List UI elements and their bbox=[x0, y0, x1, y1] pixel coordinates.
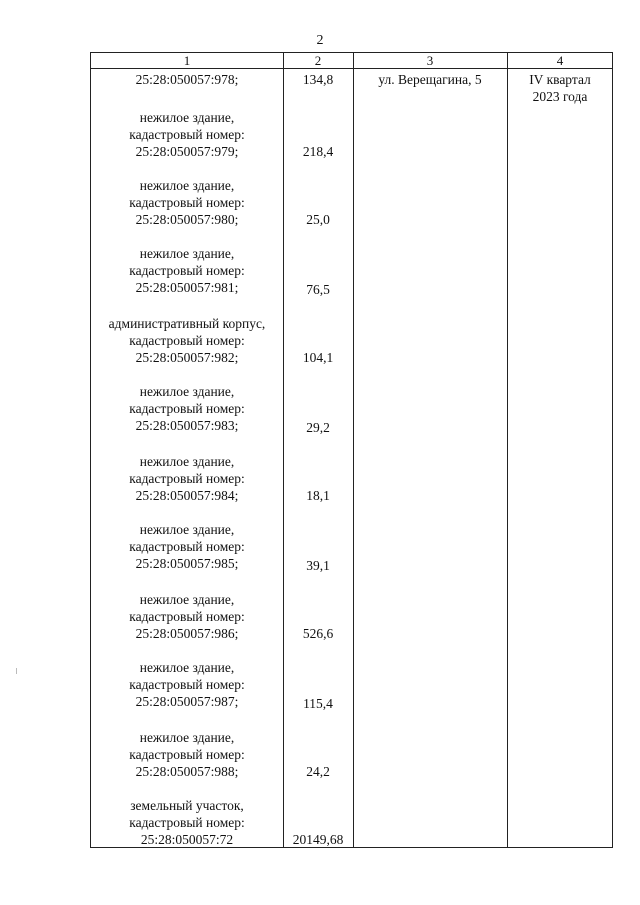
object-description bbox=[91, 71, 283, 88]
cadastral-label: кадастровый номер: bbox=[129, 609, 245, 624]
object-type: нежилое здание, bbox=[139, 178, 235, 193]
object-area: 104,1 bbox=[302, 350, 334, 365]
object-description bbox=[91, 453, 283, 504]
page-number: 2 bbox=[316, 33, 324, 48]
cadastral-label: кадастровый номер: bbox=[129, 747, 245, 762]
column-header-1: 1 bbox=[183, 53, 191, 68]
cadastral-number: 25:28:050057:72 bbox=[140, 832, 234, 847]
object-type: нежилое здание, bbox=[139, 110, 235, 125]
cadastral-label: кадастровый номер: bbox=[129, 539, 245, 554]
column-divider bbox=[353, 53, 354, 847]
object-area: 24,2 bbox=[306, 764, 330, 779]
object-type: нежилое здание, bbox=[139, 660, 235, 675]
cadastral-label: кадастровый номер: bbox=[129, 333, 245, 348]
object-type: нежилое здание, bbox=[139, 730, 235, 745]
column-header-3: 3 bbox=[426, 53, 434, 68]
object-description bbox=[91, 383, 283, 434]
cadastral-number: 25:28:050057:984; bbox=[135, 488, 239, 503]
object-description bbox=[91, 521, 283, 572]
object-description bbox=[91, 659, 283, 710]
object-area: 115,4 bbox=[303, 696, 333, 711]
object-description bbox=[91, 315, 283, 366]
cadastral-number: 25:28:050057:982; bbox=[135, 350, 239, 365]
cadastral-label: кадастровый номер: bbox=[129, 471, 245, 486]
cadastral-number: 25:28:050057:980; bbox=[135, 212, 239, 227]
cadastral-number: 25:28:050057:986; bbox=[135, 626, 239, 641]
object-address: ул. Верещагина, 5 bbox=[378, 72, 482, 87]
object-type: нежилое здание, bbox=[139, 522, 235, 537]
object-type: нежилое здание, bbox=[139, 592, 235, 607]
object-area: 526,6 bbox=[302, 626, 334, 641]
object-area: 39,1 bbox=[306, 558, 330, 573]
object-description bbox=[91, 245, 283, 296]
object-description bbox=[91, 797, 283, 848]
period-quarter: IV квартал bbox=[529, 72, 591, 87]
completion-period bbox=[507, 71, 613, 105]
object-area: 18,1 bbox=[306, 488, 330, 503]
object-type: нежилое здание, bbox=[139, 384, 235, 399]
column-divider bbox=[283, 53, 284, 847]
header-divider bbox=[91, 68, 612, 69]
object-area: 218,4 bbox=[302, 144, 334, 159]
cadastral-label: кадастровый номер: bbox=[129, 127, 245, 142]
cadastral-label: кадастровый номер: bbox=[129, 815, 245, 830]
object-type: административный корпус, bbox=[108, 316, 266, 331]
object-type: нежилое здание, bbox=[139, 454, 235, 469]
cadastral-number: 25:28:050057:981; bbox=[135, 280, 239, 295]
object-area: 134,8 bbox=[302, 72, 334, 87]
object-description bbox=[91, 177, 283, 228]
object-area: 20149,68 bbox=[292, 832, 344, 847]
object-type: земельный участок, bbox=[130, 798, 244, 813]
objects-table bbox=[90, 52, 613, 848]
object-type: нежилое здание, bbox=[139, 246, 235, 261]
cadastral-label: кадастровый номер: bbox=[129, 401, 245, 416]
period-year: 2023 года bbox=[532, 89, 588, 104]
object-description bbox=[91, 109, 283, 160]
cadastral-number: 25:28:050057:978; bbox=[135, 72, 239, 87]
object-description bbox=[91, 591, 283, 642]
cadastral-number: 25:28:050057:987; bbox=[135, 694, 239, 709]
object-area: 29,2 bbox=[306, 420, 330, 435]
object-area: 76,5 bbox=[306, 282, 330, 297]
cadastral-number: 25:28:050057:985; bbox=[135, 556, 239, 571]
object-description bbox=[91, 729, 283, 780]
scan-artifact bbox=[16, 668, 17, 674]
column-header-2: 2 bbox=[314, 53, 322, 68]
cadastral-label: кадастровый номер: bbox=[129, 195, 245, 210]
cadastral-number: 25:28:050057:988; bbox=[135, 764, 239, 779]
cadastral-label: кадастровый номер: bbox=[129, 677, 245, 692]
column-header-4: 4 bbox=[556, 53, 564, 68]
column-divider bbox=[507, 53, 508, 847]
cadastral-label: кадастровый номер: bbox=[129, 263, 245, 278]
cadastral-number: 25:28:050057:983; bbox=[135, 418, 239, 433]
object-area: 25,0 bbox=[306, 212, 330, 227]
cadastral-number: 25:28:050057:979; bbox=[135, 144, 239, 159]
